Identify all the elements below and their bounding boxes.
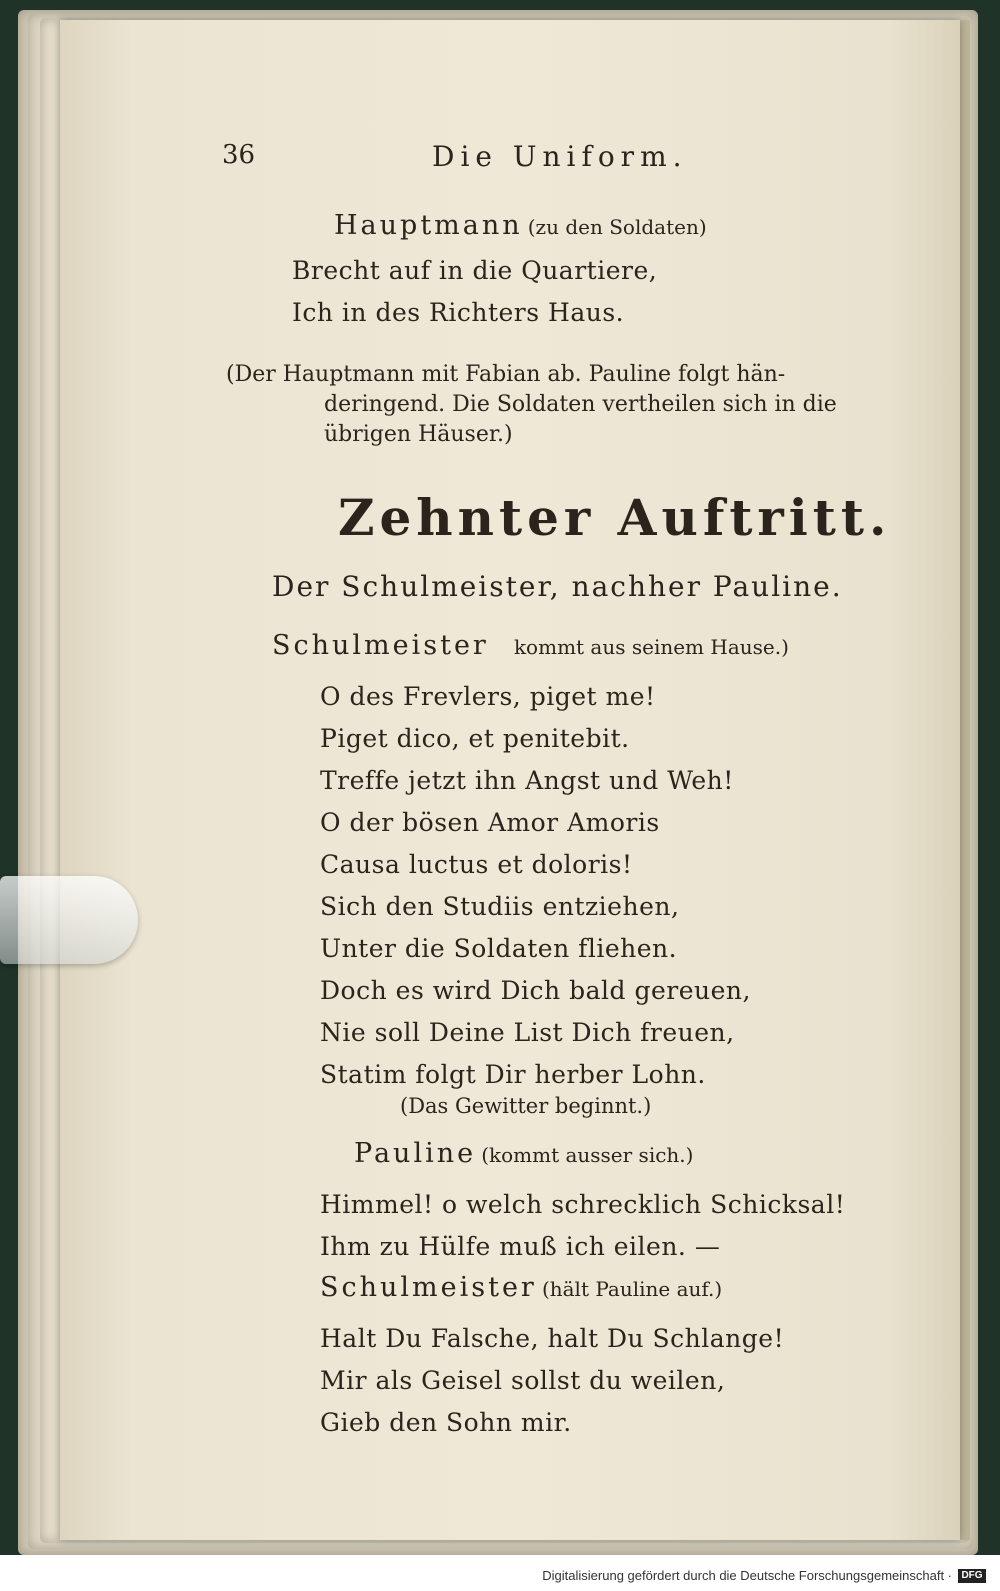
stage-direction-gewitter: (Das Gewitter beginnt.) [400,1094,652,1118]
speaker-line-pauline [354,1138,693,1169]
verse-line: Unter die Soldaten fliehen. [320,934,678,963]
verse-block-hauptmann [292,250,657,334]
verse-line: Treffe jetzt ihn Angst und Weh! [320,766,734,795]
verse-line: Sich den Studiis entziehen, [320,892,680,921]
speaker-line-schulmeister-2 [320,1272,722,1303]
verse-line: Ich in des Richters Haus. [292,298,625,327]
stage-direction: (hält Pauline auf.) [541,1277,723,1301]
funding-credit: Digitalisierung gefördert durch die Deutsche Forschungsgemeinschaft · [542,1568,952,1583]
speaker-name: Schulmeister [320,1272,537,1303]
stage-direction: (zu den Soldaten) [527,215,707,239]
verse-line: Brecht auf in die Quartiere, [292,256,658,285]
verse-line: Causa luctus et doloris! [320,850,633,879]
stage-line: deringend. Die Soldaten vertheilen sich in die [324,392,837,417]
verse-line: Himmel! o welch schrecklich Schicksal! [320,1190,846,1219]
scene-title: Zehnter Auftritt. [338,488,892,547]
verse-line: Nie soll Deine List Dich freuen, [320,1018,735,1047]
verse-line: Mir als Geisel sollst du weilen, [320,1366,726,1395]
verse-line: Doch es wird Dich bald gereuen, [320,976,751,1005]
speaker-name: Schulmeister [272,630,489,661]
speaker-line-schulmeister [272,630,789,661]
stage-line: übrigen Häuser.) [324,422,513,447]
speaker-name: Hauptmann [334,210,523,241]
stage-line: (Der Hauptmann mit Fabian ab. Pauline folgt hän- [226,362,786,387]
verse-line: O der bösen Amor Amoris [320,808,660,837]
verse-line: Statim folgt Dir herber Lohn. [320,1060,706,1089]
stage-direction: kommt aus seinem Hause.) [513,635,789,659]
verse-block-pauline [320,1184,845,1268]
stage-direction: (kommt ausser sich.) [481,1143,694,1167]
verse-block-schulmeister-2 [320,1318,784,1444]
page-number: 36 [222,140,256,170]
speaker-name: Pauline [354,1138,477,1169]
verse-line: Piget dico, et penitebit. [320,724,630,753]
verse-line: Gieb den Sohn mir. [320,1408,572,1437]
verse-line: O des Frevlers, piget me! [320,682,656,711]
dfg-logo: DFG [958,1569,986,1583]
running-title: Die Uniform. [432,140,688,173]
verse-line: Ihm zu Hülfe muß ich eilen. — [320,1232,721,1261]
scene-persons: Der Schulmeister, nachher Pauline. [272,570,843,603]
verse-line: Halt Du Falsche, halt Du Schlange! [320,1324,785,1353]
speaker-line-hauptmann [334,210,707,241]
stage-direction-block [226,360,876,450]
glass-weight-glare [0,876,138,964]
verse-block-schulmeister [320,676,751,1096]
